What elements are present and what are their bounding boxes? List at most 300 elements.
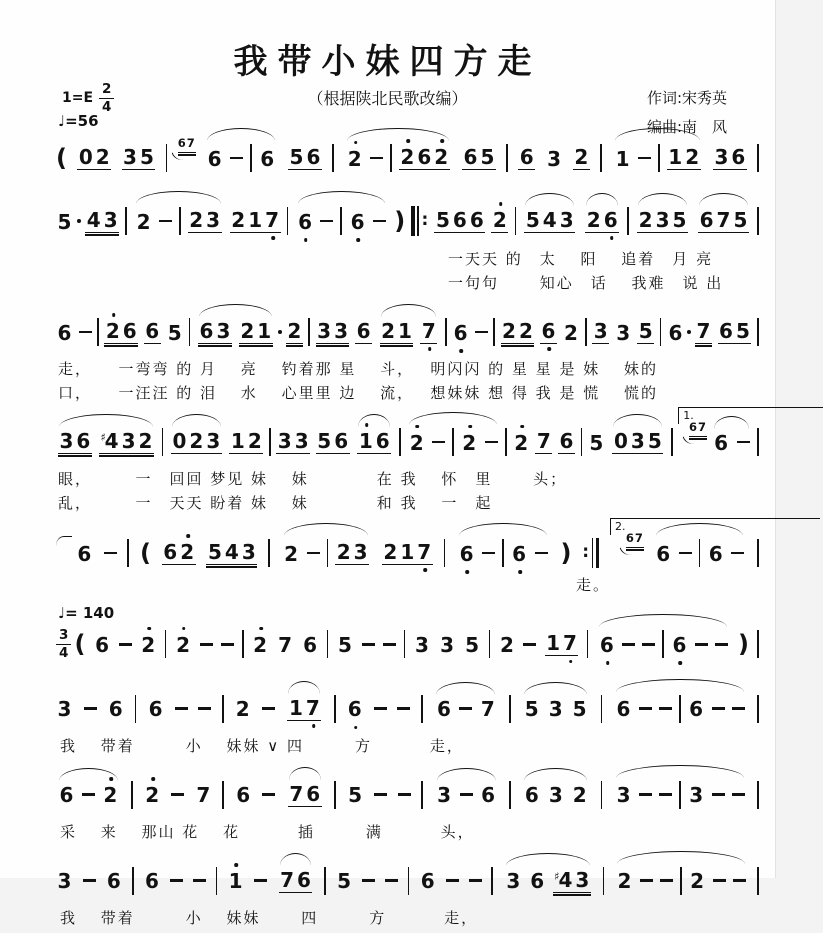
- note-group: [698, 209, 749, 233]
- note-group: [524, 209, 575, 233]
- duration-dash: [119, 643, 132, 645]
- note-group: [147, 697, 164, 722]
- lyric-line: 一句句 知心 话 我难 说 出: [448, 274, 724, 292]
- duration-dash: [385, 879, 398, 881]
- note: 2: [176, 632, 190, 657]
- note-group: [420, 320, 437, 344]
- note-group: [277, 634, 294, 655]
- note: 6: [719, 319, 733, 343]
- note: 2: [138, 429, 153, 453]
- tie-continuation: [56, 536, 72, 546]
- slur-arc: [613, 695, 747, 723]
- duration-dash: [679, 552, 692, 554]
- close-paren: ): [394, 207, 406, 235]
- slur-arc: [635, 209, 690, 233]
- note: 2: [563, 320, 578, 345]
- note-group: [58, 783, 75, 808]
- barline: [600, 144, 602, 172]
- barline: [332, 144, 334, 172]
- note: 7: [265, 208, 280, 232]
- note: 3: [241, 540, 256, 564]
- note-group: [56, 869, 73, 894]
- note: 2: [400, 145, 415, 169]
- barline: [587, 630, 589, 658]
- barline: [679, 781, 681, 809]
- grace-notes: 67: [626, 531, 644, 548]
- system-5: [56, 518, 761, 598]
- note: 6: [350, 209, 365, 234]
- duration-dash: [459, 707, 472, 709]
- note-group: [547, 697, 564, 722]
- barline: [509, 695, 511, 723]
- barline: [603, 867, 605, 895]
- note: ♯4: [554, 867, 573, 892]
- lyric-line: 我 带着 小 妹妹 四 方 走，: [60, 908, 479, 927]
- close-paren: ): [737, 630, 749, 659]
- note-group: [58, 430, 92, 454]
- note-group: [166, 322, 183, 343]
- note: 3: [437, 783, 452, 808]
- barline: [327, 539, 329, 567]
- note: 3: [616, 783, 631, 808]
- slur-arc: [355, 430, 393, 454]
- note: 6: [672, 632, 687, 657]
- barline: [132, 867, 134, 895]
- key-label: 1=E: [62, 90, 94, 107]
- note: 2: [586, 208, 601, 232]
- note-group: [464, 634, 481, 655]
- note: 6: [356, 319, 371, 343]
- volta-bracket: 2.: [610, 518, 820, 535]
- note-group: [77, 146, 111, 170]
- duration-dash: [713, 879, 726, 881]
- note: 3: [506, 869, 521, 894]
- note: 3: [655, 208, 670, 232]
- note: 6: [306, 145, 321, 169]
- note-group: [535, 430, 552, 454]
- note-group: [547, 783, 564, 808]
- barline: [662, 630, 664, 658]
- barline: [601, 781, 603, 809]
- note-group: [135, 211, 152, 232]
- barline: [679, 695, 681, 723]
- note-group: [695, 320, 712, 344]
- system-2: [56, 186, 761, 296]
- barline: [127, 539, 129, 567]
- barline: [601, 695, 603, 723]
- duration-dash: [362, 643, 375, 645]
- note: 2: [103, 783, 118, 808]
- notation-line: [56, 298, 761, 358]
- note-group: [94, 634, 111, 655]
- note-group: [288, 146, 322, 170]
- duration-dash: [262, 793, 275, 795]
- barline: [502, 539, 504, 567]
- duration-dash: [262, 707, 275, 709]
- note: 3: [123, 145, 137, 169]
- duration-dash: [642, 643, 655, 645]
- barline: [131, 781, 133, 809]
- slur-arc: [295, 207, 389, 235]
- note-group: [713, 146, 747, 170]
- note: 5: [525, 208, 540, 232]
- lyric-line: 采 来 那山 花 花 插 满 头，: [60, 822, 475, 841]
- note: 6: [481, 783, 495, 808]
- slur-arc: [56, 430, 156, 454]
- notation-symbol: [411, 206, 414, 236]
- note-group: [501, 320, 535, 344]
- duration-dash: [446, 879, 459, 881]
- slur-arc: [169, 430, 224, 454]
- note: 3: [575, 867, 590, 892]
- note: 2: [617, 869, 632, 894]
- duration-dash: [383, 643, 396, 645]
- barline: [269, 428, 271, 456]
- tempo-marking-2: ♩= 140: [58, 604, 115, 622]
- note: 1: [668, 145, 683, 169]
- duration-dash: [397, 707, 410, 709]
- note-group: [288, 783, 322, 807]
- slur-arc: [503, 869, 593, 893]
- note: 7: [421, 319, 436, 343]
- note: 5: [480, 145, 495, 169]
- open-paren: (: [139, 539, 151, 567]
- duration-dash: [432, 441, 445, 443]
- note: 5: [733, 208, 748, 232]
- song-title: 我带小妹四方走: [233, 42, 542, 82]
- duration-dash: [639, 707, 652, 709]
- time-signature-3-4: [56, 628, 71, 661]
- duration-dash: [638, 157, 651, 159]
- note-group: [230, 209, 281, 233]
- note: 7: [278, 632, 293, 657]
- note-group: [229, 430, 263, 454]
- note-group: [491, 209, 508, 233]
- barline: [327, 630, 329, 658]
- repeat-begin-sign: [411, 206, 428, 236]
- note: 6: [95, 632, 110, 657]
- note-group: [667, 146, 701, 170]
- note-group: [688, 783, 705, 808]
- lyric-line: 乱， 一 天天 盼着 妹 妹 和 我 一 起: [58, 494, 493, 512]
- duration-dash: [485, 441, 498, 443]
- slur-arc: [610, 430, 665, 454]
- note: 3: [216, 319, 231, 343]
- note-group: [335, 541, 369, 565]
- note-group: [571, 697, 588, 722]
- barline: [166, 144, 168, 172]
- note: 6: [57, 320, 72, 345]
- note: 6: [296, 867, 311, 892]
- duration-dash: [193, 879, 206, 881]
- note: 6: [469, 208, 484, 232]
- note: 1: [546, 631, 560, 656]
- note-group: [76, 543, 93, 564]
- note-group: [545, 632, 579, 656]
- note-group: [144, 869, 161, 894]
- meter-numerator: 3: [56, 628, 71, 645]
- note: 3: [616, 320, 631, 345]
- duration-dash: [84, 707, 97, 709]
- note-group: [380, 320, 414, 344]
- note-group: [505, 869, 522, 894]
- note: 0: [172, 429, 187, 453]
- note: 6: [420, 869, 435, 894]
- barline: [135, 695, 137, 723]
- note-group: [408, 432, 425, 453]
- note: 5: [348, 783, 363, 808]
- slur-arc: [614, 867, 748, 895]
- note-group: [598, 634, 615, 655]
- slur-arc: [433, 697, 498, 722]
- barline: [757, 539, 759, 567]
- note: 7: [563, 631, 577, 656]
- duration-dash: [254, 879, 267, 881]
- duration-dash: [732, 793, 745, 795]
- duration-dash: [175, 707, 188, 709]
- note: 6: [519, 145, 534, 169]
- note: 1: [288, 695, 303, 720]
- note: 6: [459, 541, 474, 566]
- barline: [444, 539, 446, 567]
- note: 6: [375, 429, 390, 453]
- note: 3: [353, 540, 368, 564]
- note-group: [234, 697, 251, 722]
- slur-arc: [596, 630, 730, 658]
- grace-notes: 67: [178, 136, 196, 153]
- note: 3: [415, 632, 429, 657]
- notation-line: [56, 608, 761, 673]
- note: 1: [358, 429, 373, 453]
- duration-dash: [82, 793, 95, 795]
- slur-arc: [281, 539, 371, 567]
- slur-arc: [521, 697, 590, 722]
- lyric-line: 口， 一汪汪 的 泪 水 心里里 边 流， 想妹妹 想 得 我 是 慌 慌的: [58, 384, 658, 402]
- note-group: [144, 783, 161, 808]
- note: 3: [689, 783, 704, 808]
- song-subtitle: （根据陕北民歌改编）: [307, 89, 468, 108]
- note-group: [713, 432, 730, 453]
- note-group: [162, 541, 196, 565]
- note-group: [346, 148, 363, 169]
- note-group: [357, 430, 391, 454]
- meter-denominator: 4: [59, 644, 69, 661]
- note-group: [615, 322, 632, 343]
- note: 6: [731, 145, 746, 169]
- note: 5: [317, 429, 332, 453]
- note: 3: [317, 319, 332, 343]
- note: 6: [714, 430, 729, 455]
- barline: [757, 318, 759, 346]
- note: 5: [647, 429, 662, 453]
- note: 2: [284, 541, 299, 566]
- note: 6: [303, 632, 318, 657]
- slur-arc: [456, 539, 550, 567]
- notation-symbol: [592, 538, 594, 568]
- note: 6: [347, 697, 362, 722]
- duration-dot: [77, 219, 81, 223]
- note: 5: [572, 697, 587, 722]
- system-7: [56, 675, 761, 759]
- note: 3: [57, 697, 72, 722]
- barline: [268, 539, 270, 567]
- note-group: [175, 634, 192, 655]
- duration-dash: [374, 793, 387, 795]
- barline: [491, 867, 493, 895]
- barline: [189, 318, 191, 346]
- duration-dash: [320, 220, 333, 222]
- barline: [324, 867, 326, 895]
- note: 1: [400, 540, 415, 564]
- note: 6: [417, 145, 432, 169]
- note: 4: [542, 208, 557, 232]
- note-group: [302, 634, 319, 655]
- note: 3: [559, 208, 574, 232]
- note: 5: [337, 869, 352, 894]
- note-group: [259, 148, 276, 169]
- notation-line: [56, 186, 761, 248]
- note-group: [655, 543, 672, 564]
- duration-dash: [475, 331, 488, 333]
- note-group: [279, 869, 313, 893]
- note-group: [349, 211, 366, 232]
- note: 6: [77, 541, 92, 566]
- note: 3: [548, 697, 563, 722]
- note: 6: [541, 319, 556, 343]
- note: 4: [86, 208, 101, 232]
- note-group: [498, 634, 515, 655]
- note-group: [523, 783, 540, 808]
- slur-arc: [196, 320, 275, 344]
- duration-dash: [737, 441, 750, 443]
- note: 1: [230, 429, 245, 453]
- duration-dash: [230, 157, 243, 159]
- notation-line: [56, 408, 761, 468]
- repeat-dots: :: [582, 542, 590, 563]
- note-group: [283, 543, 300, 564]
- barline: [757, 428, 759, 456]
- note-group: [102, 783, 119, 808]
- note-group: [239, 320, 273, 344]
- note: 7: [280, 867, 294, 892]
- note: 3: [206, 429, 221, 453]
- barline: [493, 318, 495, 346]
- slur-arc: [378, 320, 440, 344]
- note: 2: [287, 319, 302, 343]
- note-group: [435, 697, 452, 722]
- notation-symbol: [417, 206, 419, 236]
- note-group: [529, 869, 546, 894]
- note: 2: [235, 697, 250, 722]
- note: 7: [716, 208, 731, 232]
- note-group: [637, 320, 654, 344]
- duration-dash: [659, 793, 672, 795]
- notation-line: [56, 124, 761, 184]
- duration-dash: [221, 643, 234, 645]
- note: 6: [699, 208, 714, 232]
- note-group: [140, 634, 157, 655]
- barline: [680, 867, 682, 895]
- note: 6: [559, 429, 574, 453]
- note: 6: [199, 319, 214, 343]
- note: 6: [603, 208, 618, 232]
- note-group: [399, 146, 450, 170]
- meter-numerator: 2: [99, 82, 114, 99]
- repeat-end-sign: [582, 538, 599, 568]
- note: 2: [492, 208, 507, 232]
- note: 2: [136, 209, 151, 234]
- barline: [404, 630, 406, 658]
- notation-symbol: [596, 538, 599, 568]
- note-group: [585, 209, 619, 233]
- note: 2: [247, 429, 262, 453]
- lyric-line: 一天天 的 太 阳 追着 月 亮: [448, 250, 714, 268]
- lyricist-credit: 作词:宋秀英: [646, 89, 727, 107]
- note-group: [546, 148, 563, 169]
- note-group: [518, 146, 535, 170]
- note-group: [479, 697, 496, 722]
- grace-notes: 67: [689, 420, 707, 437]
- slur-arc: [521, 783, 590, 808]
- note: 5: [435, 208, 450, 232]
- duration-dash: [695, 643, 708, 645]
- note-group: [588, 432, 605, 453]
- duration-dash: [374, 707, 387, 709]
- note: 1: [397, 319, 412, 343]
- note: 5: [672, 208, 687, 232]
- note-group: [235, 783, 252, 808]
- note-group: [206, 541, 257, 565]
- note-group: [276, 430, 310, 454]
- slur-arc: [133, 207, 223, 235]
- duration-dash: [79, 331, 92, 333]
- note: 1: [228, 869, 243, 894]
- repeat-dots: :: [421, 210, 429, 231]
- barline: [408, 867, 410, 895]
- note-group: [144, 320, 161, 344]
- note: 7: [480, 697, 495, 722]
- barline: [671, 428, 673, 456]
- note: 6: [145, 319, 160, 343]
- duration-dash: [640, 879, 653, 881]
- note: ♯4: [100, 429, 119, 453]
- barline: [757, 144, 759, 172]
- note-group: [452, 322, 469, 343]
- note: 1: [615, 146, 630, 171]
- note-group: [667, 322, 684, 343]
- barline: [222, 781, 224, 809]
- note: 2: [434, 145, 449, 169]
- note: 2: [105, 319, 120, 343]
- note: 6: [59, 783, 74, 808]
- note: 2: [638, 208, 653, 232]
- duration-dash: [307, 552, 320, 554]
- note-group: [382, 541, 433, 565]
- note-group: [355, 320, 372, 344]
- note: 3: [334, 319, 348, 343]
- note: 3: [103, 208, 118, 232]
- barline: [581, 428, 583, 456]
- duration-dash: [639, 793, 652, 795]
- note-group: [287, 697, 321, 721]
- note: 6: [298, 209, 312, 234]
- note-group: [540, 320, 557, 344]
- key-signature: [62, 82, 114, 115]
- note-group: [252, 634, 269, 655]
- note: 6: [616, 697, 631, 722]
- barline: [757, 207, 759, 235]
- note-group: [458, 543, 475, 564]
